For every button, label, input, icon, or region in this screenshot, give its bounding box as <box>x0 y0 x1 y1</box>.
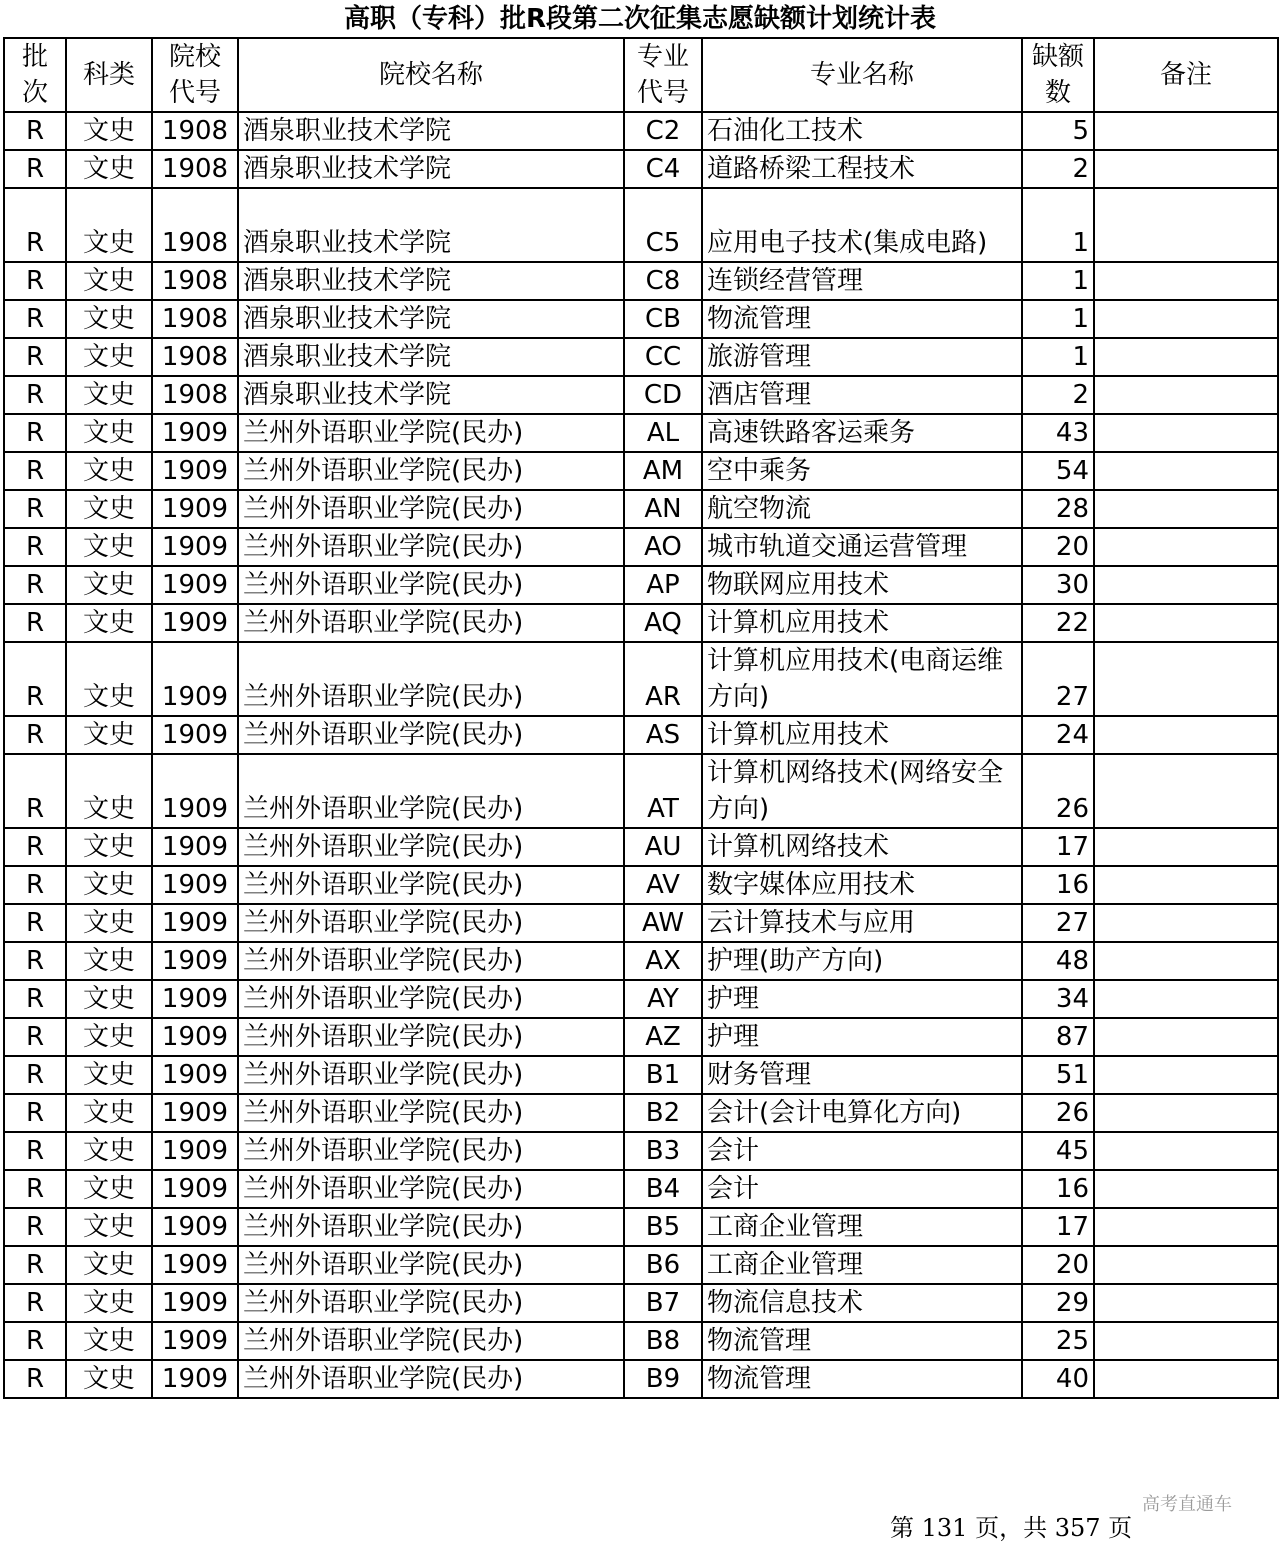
cell-major-code: AM <box>624 452 702 490</box>
cell-major-name: 空中乘务 <box>702 452 1022 490</box>
cell-vacancies: 87 <box>1022 1018 1094 1056</box>
cell-remarks <box>1094 642 1278 716</box>
cell-batch: R <box>4 150 66 188</box>
table-row <box>4 904 1278 942</box>
cell-major-code: AX <box>624 942 702 980</box>
cell-remarks <box>1094 490 1278 528</box>
cell-school-name: 兰州外语职业学院(民办) <box>238 754 624 828</box>
cell-school-code: 1908 <box>152 262 238 300</box>
header-batch: 批次 <box>4 38 66 112</box>
cell-remarks <box>1094 452 1278 490</box>
cell-school-name: 酒泉职业技术学院 <box>238 188 624 262</box>
cell-school-name: 兰州外语职业学院(民办) <box>238 452 624 490</box>
cell-vacancies: 48 <box>1022 942 1094 980</box>
cell-remarks <box>1094 942 1278 980</box>
cell-category: 文史 <box>66 528 152 566</box>
cell-batch: R <box>4 754 66 828</box>
cell-school-code: 1909 <box>152 1132 238 1170</box>
cell-vacancies: 26 <box>1022 754 1094 828</box>
cell-batch: R <box>4 1322 66 1360</box>
cell-category: 文史 <box>66 980 152 1018</box>
cell-major-name: 云计算技术与应用 <box>702 904 1022 942</box>
cell-remarks <box>1094 754 1278 828</box>
cell-category: 文史 <box>66 866 152 904</box>
cell-major-code: B4 <box>624 1170 702 1208</box>
table-row <box>4 300 1278 338</box>
cell-category: 文史 <box>66 452 152 490</box>
cell-remarks <box>1094 980 1278 1018</box>
cell-category: 文史 <box>66 1208 152 1246</box>
cell-remarks <box>1094 1284 1278 1322</box>
cell-school-name: 兰州外语职业学院(民办) <box>238 1056 624 1094</box>
cell-major-name: 计算机网络技术(网络安全方向) <box>702 754 1022 828</box>
header-row <box>4 38 1278 112</box>
cell-school-code: 1909 <box>152 1246 238 1284</box>
cell-major-name: 会计 <box>702 1170 1022 1208</box>
cell-school-name: 兰州外语职业学院(民办) <box>238 1284 624 1322</box>
table-row <box>4 414 1278 452</box>
cell-batch: R <box>4 1056 66 1094</box>
cell-category: 文史 <box>66 716 152 754</box>
table-row <box>4 1360 1278 1398</box>
cell-batch: R <box>4 1246 66 1284</box>
header-school-code: 院校代号 <box>152 38 238 112</box>
cell-remarks <box>1094 904 1278 942</box>
cell-major-name: 财务管理 <box>702 1056 1022 1094</box>
cell-batch: R <box>4 1170 66 1208</box>
cell-school-code: 1909 <box>152 1322 238 1360</box>
cell-vacancies: 2 <box>1022 376 1094 414</box>
cell-school-name: 酒泉职业技术学院 <box>238 338 624 376</box>
cell-batch: R <box>4 1094 66 1132</box>
cell-school-name: 兰州外语职业学院(民办) <box>238 642 624 716</box>
cell-major-name: 计算机应用技术 <box>702 604 1022 642</box>
cell-major-name: 道路桥梁工程技术 <box>702 150 1022 188</box>
cell-remarks <box>1094 566 1278 604</box>
table-row <box>4 716 1278 754</box>
cell-vacancies: 2 <box>1022 150 1094 188</box>
cell-vacancies: 1 <box>1022 262 1094 300</box>
cell-school-code: 1908 <box>152 188 238 262</box>
cell-remarks <box>1094 528 1278 566</box>
cell-remarks <box>1094 376 1278 414</box>
cell-major-code: AT <box>624 754 702 828</box>
cell-vacancies: 28 <box>1022 490 1094 528</box>
cell-school-code: 1909 <box>152 754 238 828</box>
cell-school-name: 兰州外语职业学院(民办) <box>238 1208 624 1246</box>
cell-major-code: AR <box>624 642 702 716</box>
cell-vacancies: 22 <box>1022 604 1094 642</box>
cell-major-name: 护理 <box>702 1018 1022 1056</box>
cell-batch: R <box>4 188 66 262</box>
cell-major-name: 物流管理 <box>702 1322 1022 1360</box>
cell-school-code: 1909 <box>152 942 238 980</box>
cell-major-code: CD <box>624 376 702 414</box>
table-row <box>4 754 1278 828</box>
cell-school-name: 兰州外语职业学院(民办) <box>238 1360 624 1398</box>
table-row <box>4 1170 1278 1208</box>
cell-remarks <box>1094 828 1278 866</box>
cell-major-code: B9 <box>624 1360 702 1398</box>
watermark: 高考直通车 <box>1142 1494 1232 1515</box>
cell-school-name: 兰州外语职业学院(民办) <box>238 1018 624 1056</box>
cell-major-name: 计算机应用技术 <box>702 716 1022 754</box>
header-school-name: 院校名称 <box>238 38 624 112</box>
cell-vacancies: 30 <box>1022 566 1094 604</box>
cell-school-code: 1909 <box>152 1208 238 1246</box>
cell-batch: R <box>4 942 66 980</box>
cell-major-code: B8 <box>624 1322 702 1360</box>
cell-vacancies: 20 <box>1022 528 1094 566</box>
cell-vacancies: 16 <box>1022 1170 1094 1208</box>
table-row <box>4 1132 1278 1170</box>
cell-category: 文史 <box>66 942 152 980</box>
cell-school-code: 1908 <box>152 300 238 338</box>
cell-major-code: AQ <box>624 604 702 642</box>
cell-vacancies: 20 <box>1022 1246 1094 1284</box>
table-row <box>4 528 1278 566</box>
cell-school-name: 兰州外语职业学院(民办) <box>238 980 624 1018</box>
cell-school-name: 兰州外语职业学院(民办) <box>238 1322 624 1360</box>
cell-remarks <box>1094 300 1278 338</box>
cell-batch: R <box>4 490 66 528</box>
cell-remarks <box>1094 1018 1278 1056</box>
cell-school-name: 兰州外语职业学院(民办) <box>238 604 624 642</box>
cell-major-code: B1 <box>624 1056 702 1094</box>
cell-school-code: 1908 <box>152 150 238 188</box>
cell-major-name: 高速铁路客运乘务 <box>702 414 1022 452</box>
cell-major-name: 酒店管理 <box>702 376 1022 414</box>
cell-batch: R <box>4 452 66 490</box>
cell-vacancies: 45 <box>1022 1132 1094 1170</box>
cell-vacancies: 1 <box>1022 338 1094 376</box>
header-remarks: 备注 <box>1094 38 1278 112</box>
cell-school-code: 1909 <box>152 1360 238 1398</box>
header-category: 科类 <box>66 38 152 112</box>
cell-major-code: B6 <box>624 1246 702 1284</box>
cell-vacancies: 16 <box>1022 866 1094 904</box>
cell-category: 文史 <box>66 300 152 338</box>
cell-school-name: 兰州外语职业学院(民办) <box>238 528 624 566</box>
cell-major-name: 工商企业管理 <box>702 1208 1022 1246</box>
table-row <box>4 150 1278 188</box>
cell-batch: R <box>4 980 66 1018</box>
cell-remarks <box>1094 1208 1278 1246</box>
cell-remarks <box>1094 1360 1278 1398</box>
cell-major-name: 护理 <box>702 980 1022 1018</box>
cell-remarks <box>1094 1132 1278 1170</box>
cell-remarks <box>1094 604 1278 642</box>
cell-school-code: 1909 <box>152 828 238 866</box>
cell-category: 文史 <box>66 262 152 300</box>
cell-major-code: AY <box>624 980 702 1018</box>
table-row <box>4 262 1278 300</box>
cell-school-name: 兰州外语职业学院(民办) <box>238 490 624 528</box>
cell-vacancies: 26 <box>1022 1094 1094 1132</box>
cell-category: 文史 <box>66 112 152 150</box>
cell-school-name: 兰州外语职业学院(民办) <box>238 1246 624 1284</box>
cell-school-name: 酒泉职业技术学院 <box>238 150 624 188</box>
table-row <box>4 866 1278 904</box>
cell-batch: R <box>4 604 66 642</box>
cell-batch: R <box>4 1018 66 1056</box>
cell-vacancies: 29 <box>1022 1284 1094 1322</box>
cell-vacancies: 25 <box>1022 1322 1094 1360</box>
cell-batch: R <box>4 300 66 338</box>
cell-category: 文史 <box>66 1018 152 1056</box>
cell-school-code: 1908 <box>152 338 238 376</box>
cell-major-name: 护理(助产方向) <box>702 942 1022 980</box>
cell-school-name: 酒泉职业技术学院 <box>238 112 624 150</box>
cell-remarks <box>1094 262 1278 300</box>
cell-school-name: 兰州外语职业学院(民办) <box>238 904 624 942</box>
cell-category: 文史 <box>66 1094 152 1132</box>
cell-school-code: 1909 <box>152 604 238 642</box>
cell-school-name: 兰州外语职业学院(民办) <box>238 942 624 980</box>
cell-category: 文史 <box>66 604 152 642</box>
cell-major-code: AO <box>624 528 702 566</box>
cell-batch: R <box>4 828 66 866</box>
cell-remarks <box>1094 716 1278 754</box>
cell-batch: R <box>4 642 66 716</box>
table-row <box>4 188 1278 262</box>
cell-vacancies: 27 <box>1022 642 1094 716</box>
cell-remarks <box>1094 188 1278 262</box>
cell-batch: R <box>4 904 66 942</box>
table-row <box>4 642 1278 716</box>
cell-category: 文史 <box>66 566 152 604</box>
cell-category: 文史 <box>66 1056 152 1094</box>
cell-school-code: 1908 <box>152 112 238 150</box>
cell-major-name: 数字媒体应用技术 <box>702 866 1022 904</box>
header-vacancies: 缺额数 <box>1022 38 1094 112</box>
cell-school-name: 兰州外语职业学院(民办) <box>238 566 624 604</box>
table-row <box>4 1094 1278 1132</box>
header-major-code: 专业代号 <box>624 38 702 112</box>
cell-category: 文史 <box>66 376 152 414</box>
table-body <box>4 112 1278 1398</box>
table-row <box>4 828 1278 866</box>
cell-category: 文史 <box>66 1284 152 1322</box>
cell-major-code: B7 <box>624 1284 702 1322</box>
cell-vacancies: 1 <box>1022 188 1094 262</box>
cell-category: 文史 <box>66 1170 152 1208</box>
cell-major-code: CB <box>624 300 702 338</box>
vacancy-table <box>3 37 1279 1399</box>
cell-major-name: 物联网应用技术 <box>702 566 1022 604</box>
cell-vacancies: 1 <box>1022 300 1094 338</box>
cell-school-code: 1909 <box>152 904 238 942</box>
cell-school-name: 兰州外语职业学院(民办) <box>238 1132 624 1170</box>
cell-major-name: 工商企业管理 <box>702 1246 1022 1284</box>
cell-major-code: C4 <box>624 150 702 188</box>
cell-school-code: 1909 <box>152 866 238 904</box>
table-row <box>4 1246 1278 1284</box>
cell-remarks <box>1094 112 1278 150</box>
cell-remarks <box>1094 150 1278 188</box>
cell-school-name: 酒泉职业技术学院 <box>238 300 624 338</box>
table-row <box>4 980 1278 1018</box>
cell-category: 文史 <box>66 642 152 716</box>
cell-vacancies: 17 <box>1022 1208 1094 1246</box>
cell-category: 文史 <box>66 1322 152 1360</box>
page-number: 第 131 页，共 357 页 <box>890 1514 1133 1542</box>
cell-category: 文史 <box>66 490 152 528</box>
cell-major-code: B5 <box>624 1208 702 1246</box>
cell-category: 文史 <box>66 828 152 866</box>
cell-school-code: 1909 <box>152 980 238 1018</box>
table-row <box>4 1284 1278 1322</box>
cell-school-code: 1909 <box>152 414 238 452</box>
table-row <box>4 490 1278 528</box>
cell-major-code: CC <box>624 338 702 376</box>
table-row <box>4 112 1278 150</box>
cell-major-name: 计算机网络技术 <box>702 828 1022 866</box>
table-row <box>4 452 1278 490</box>
table-row <box>4 1056 1278 1094</box>
cell-major-name: 应用电子技术(集成电路) <box>702 188 1022 262</box>
cell-vacancies: 5 <box>1022 112 1094 150</box>
table-row <box>4 1018 1278 1056</box>
cell-batch: R <box>4 414 66 452</box>
cell-remarks <box>1094 1094 1278 1132</box>
cell-batch: R <box>4 528 66 566</box>
cell-school-name: 兰州外语职业学院(民办) <box>238 1094 624 1132</box>
cell-major-code: AL <box>624 414 702 452</box>
cell-school-name: 酒泉职业技术学院 <box>238 376 624 414</box>
cell-school-code: 1909 <box>152 1284 238 1322</box>
cell-school-code: 1909 <box>152 716 238 754</box>
cell-school-code: 1909 <box>152 1056 238 1094</box>
cell-batch: R <box>4 262 66 300</box>
cell-remarks <box>1094 338 1278 376</box>
cell-vacancies: 51 <box>1022 1056 1094 1094</box>
cell-school-code: 1909 <box>152 566 238 604</box>
cell-major-name: 城市轨道交通运营管理 <box>702 528 1022 566</box>
cell-major-code: AS <box>624 716 702 754</box>
cell-major-name: 旅游管理 <box>702 338 1022 376</box>
cell-major-name: 连锁经营管理 <box>702 262 1022 300</box>
cell-category: 文史 <box>66 1132 152 1170</box>
cell-category: 文史 <box>66 338 152 376</box>
cell-school-code: 1909 <box>152 490 238 528</box>
cell-vacancies: 43 <box>1022 414 1094 452</box>
cell-major-code: B3 <box>624 1132 702 1170</box>
cell-remarks <box>1094 1170 1278 1208</box>
cell-school-code: 1909 <box>152 642 238 716</box>
cell-batch: R <box>4 866 66 904</box>
cell-major-name: 物流信息技术 <box>702 1284 1022 1322</box>
cell-remarks <box>1094 866 1278 904</box>
cell-vacancies: 24 <box>1022 716 1094 754</box>
cell-major-name: 石油化工技术 <box>702 112 1022 150</box>
cell-school-code: 1909 <box>152 1094 238 1132</box>
cell-school-name: 兰州外语职业学院(民办) <box>238 716 624 754</box>
cell-batch: R <box>4 1208 66 1246</box>
cell-major-code: AV <box>624 866 702 904</box>
cell-vacancies: 34 <box>1022 980 1094 1018</box>
table-row <box>4 1322 1278 1360</box>
cell-category: 文史 <box>66 904 152 942</box>
cell-batch: R <box>4 716 66 754</box>
cell-major-code: C5 <box>624 188 702 262</box>
cell-school-name: 兰州外语职业学院(民办) <box>238 1170 624 1208</box>
cell-remarks <box>1094 1322 1278 1360</box>
cell-remarks <box>1094 1246 1278 1284</box>
cell-batch: R <box>4 1360 66 1398</box>
table-row <box>4 338 1278 376</box>
cell-major-code: AP <box>624 566 702 604</box>
table-row <box>4 942 1278 980</box>
cell-category: 文史 <box>66 1360 152 1398</box>
cell-batch: R <box>4 376 66 414</box>
cell-school-name: 兰州外语职业学院(民办) <box>238 414 624 452</box>
cell-category: 文史 <box>66 188 152 262</box>
cell-school-code: 1909 <box>152 1170 238 1208</box>
cell-major-code: AZ <box>624 1018 702 1056</box>
table-row <box>4 1208 1278 1246</box>
cell-category: 文史 <box>66 414 152 452</box>
cell-school-name: 兰州外语职业学院(民办) <box>238 828 624 866</box>
cell-vacancies: 17 <box>1022 828 1094 866</box>
cell-remarks <box>1094 414 1278 452</box>
cell-major-name: 会计(会计电算化方向) <box>702 1094 1022 1132</box>
cell-batch: R <box>4 338 66 376</box>
table-row <box>4 376 1278 414</box>
cell-batch: R <box>4 566 66 604</box>
cell-school-code: 1909 <box>152 1018 238 1056</box>
cell-batch: R <box>4 1284 66 1322</box>
cell-major-name: 计算机应用技术(电商运维方向) <box>702 642 1022 716</box>
cell-major-name: 会计 <box>702 1132 1022 1170</box>
table-row <box>4 566 1278 604</box>
cell-school-name: 酒泉职业技术学院 <box>238 262 624 300</box>
cell-major-code: AW <box>624 904 702 942</box>
cell-vacancies: 27 <box>1022 904 1094 942</box>
cell-major-code: B2 <box>624 1094 702 1132</box>
cell-category: 文史 <box>66 1246 152 1284</box>
cell-major-code: C2 <box>624 112 702 150</box>
cell-major-code: AU <box>624 828 702 866</box>
table-row <box>4 604 1278 642</box>
cell-major-name: 物流管理 <box>702 1360 1022 1398</box>
cell-school-name: 兰州外语职业学院(民办) <box>238 866 624 904</box>
cell-vacancies: 40 <box>1022 1360 1094 1398</box>
cell-major-name: 航空物流 <box>702 490 1022 528</box>
cell-remarks <box>1094 1056 1278 1094</box>
cell-major-name: 物流管理 <box>702 300 1022 338</box>
cell-batch: R <box>4 112 66 150</box>
cell-category: 文史 <box>66 754 152 828</box>
cell-category: 文史 <box>66 150 152 188</box>
cell-school-code: 1909 <box>152 452 238 490</box>
cell-school-code: 1908 <box>152 376 238 414</box>
cell-batch: R <box>4 1132 66 1170</box>
header-major-name: 专业名称 <box>702 38 1022 112</box>
page-title: 高职（专科）批R段第二次征集志愿缺额计划统计表 <box>343 4 937 34</box>
cell-major-code: C8 <box>624 262 702 300</box>
cell-major-code: AN <box>624 490 702 528</box>
cell-school-code: 1909 <box>152 528 238 566</box>
cell-vacancies: 54 <box>1022 452 1094 490</box>
